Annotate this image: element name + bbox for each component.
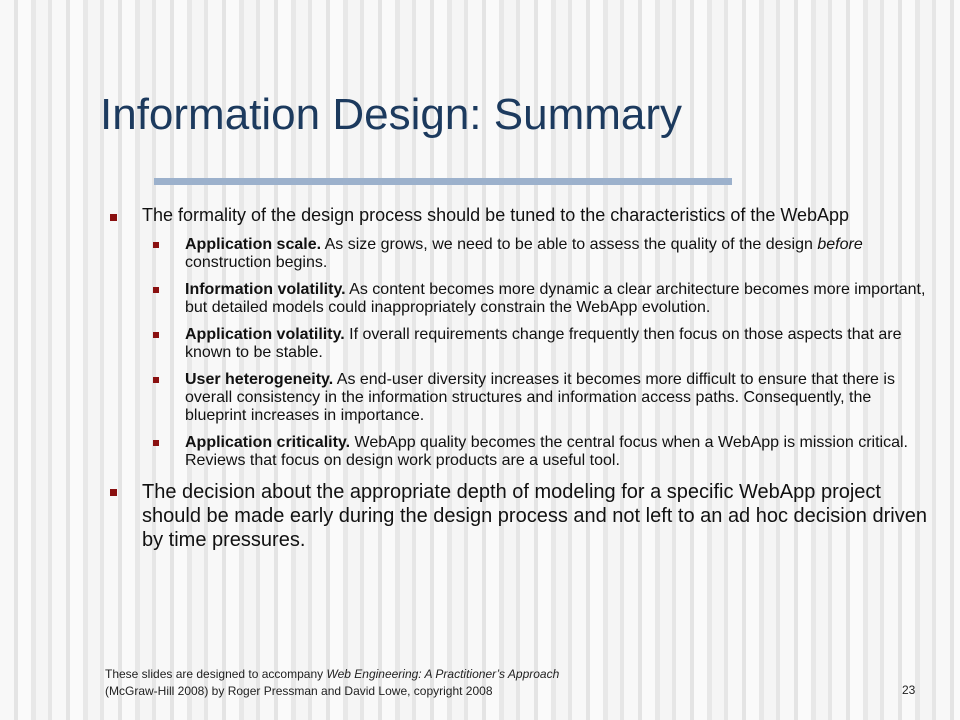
sub-bullet-application-volatility [153, 326, 930, 362]
sub-bullet-text: As content becomes more dynamic a clear architecture becomes more important, but detailed models could inappropriately constrain the WebApp evolution. [185, 281, 926, 316]
square-bullet-icon [153, 287, 159, 293]
sub-bullet-text: As size grows, we need to be able to assess the quality of the design [324, 236, 818, 253]
footer-line-1 [105, 666, 805, 683]
slide-body [110, 205, 930, 552]
sub-bullet-application-scale [153, 236, 930, 272]
slide-footer [105, 666, 805, 700]
square-bullet-icon [153, 332, 159, 338]
square-bullet-icon [110, 489, 117, 496]
bullet-text: The decision about the appropriate depth of modeling for a specific WebApp project should be made early during the design process and not left to an ad hoc decision driven by time pressures. [142, 481, 927, 551]
bullet-modeling-depth [110, 480, 930, 552]
square-bullet-icon [153, 377, 159, 383]
sub-bullet-term: Application criticality. [185, 434, 351, 451]
square-bullet-icon [110, 214, 117, 221]
sub-bullet-text: WebApp quality becomes the central focus when a WebApp is mission critical. Reviews that focus on design work products are a useful tool. [185, 434, 908, 469]
title-underline [154, 178, 732, 185]
sub-bullet-term: Application volatility. [185, 326, 345, 343]
sub-bullet-information-volatility [153, 281, 930, 317]
sub-bullet-term: User heterogeneity. [185, 371, 334, 388]
page-number: 23 [902, 683, 916, 697]
bullet-formality [110, 205, 930, 226]
footer-text: These slides are designed to accompany [105, 667, 327, 681]
footer-line-2: (McGraw-Hill 2008) by Roger Pressman and David Lowe, copyright 2008 [105, 684, 493, 698]
sub-bullet-list [153, 236, 930, 470]
sub-bullet-text: As end-user diversity increases it becomes more difficult to ensure that there is overall consistency in the information structures and information access paths. Consequently, the blueprint increases in importance. [185, 371, 895, 424]
sub-bullet-text: If overall requirements change frequently then focus on those aspects that are known to be stable. [185, 326, 902, 361]
bullet-text: The formality of the design process should be tuned to the characteristics of the WebApp [142, 205, 850, 225]
sub-bullet-term: Application scale. [185, 236, 322, 253]
footer-book-title: Web Engineering: A Practitioner’s Approach [326, 667, 560, 681]
sub-bullet-text-end: construction begins. [185, 254, 328, 271]
sub-bullet-term: Information volatility. [185, 281, 346, 298]
square-bullet-icon [153, 242, 159, 248]
square-bullet-icon [153, 440, 159, 446]
sub-bullet-user-heterogeneity [153, 371, 930, 425]
sub-bullet-emphasis: before [817, 236, 863, 253]
sub-bullet-application-criticality [153, 434, 930, 470]
slide-title: Information Design: Summary [100, 90, 682, 139]
